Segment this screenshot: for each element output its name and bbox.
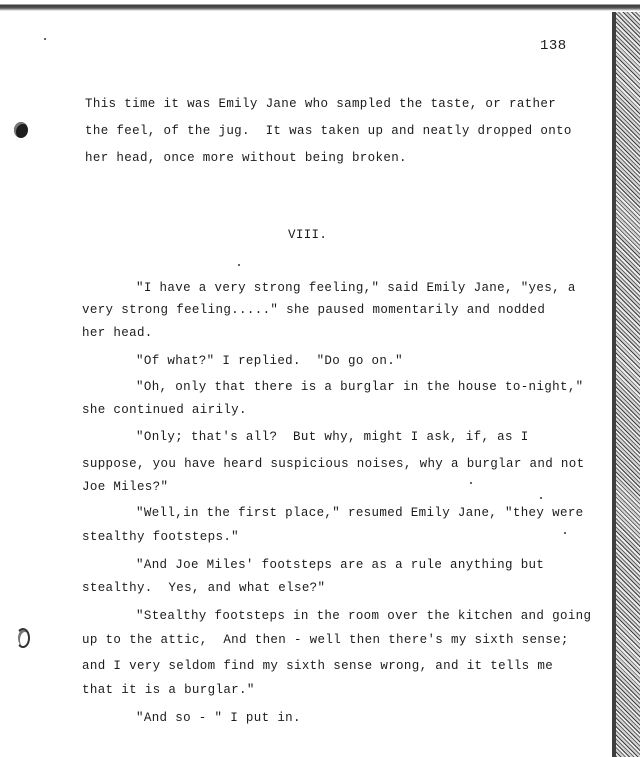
- text-line: stealthy footsteps.": [82, 530, 240, 544]
- scan-speck: [238, 264, 240, 266]
- scan-speck: [470, 482, 472, 484]
- text-line: "Well,in the first place," resumed Emily Jane, "they were: [136, 506, 584, 520]
- text-line: Joe Miles?": [82, 480, 169, 494]
- text-line: "And Joe Miles' footsteps are as a rule anything but: [136, 558, 545, 572]
- section-heading: VIII.: [288, 228, 328, 242]
- text-line: "I have a very strong feeling," said Emily Jane, "yes, a: [136, 281, 576, 295]
- scan-speck: [540, 497, 542, 499]
- text-line: her head.: [82, 326, 153, 340]
- text-line: and I very seldom find my sixth sense wrong, and it tells me: [82, 659, 554, 673]
- text-line: "Stealthy footsteps in the room over the kitchen and going: [136, 609, 592, 623]
- text-line: that it is a burglar.": [82, 683, 255, 697]
- text-line: the feel, of the jug. It was taken up and neatly dropped onto: [85, 124, 572, 138]
- text-line: suppose, you have heard suspicious noises, why a burglar and not: [82, 457, 585, 471]
- text-line: "Of what?" I replied. "Do go on.": [136, 354, 403, 368]
- scan-speck: [564, 532, 566, 534]
- text-line: her head, once more without being broken.: [85, 151, 407, 165]
- text-line: This time it was Emily Jane who sampled the taste, or rather: [85, 97, 557, 111]
- text-line: "Only; that's all? But why, might I ask, if, as I: [136, 430, 529, 444]
- scan-right-edge: [612, 12, 640, 757]
- text-line: "Oh, only that there is a burglar in the house to-night,": [136, 380, 584, 394]
- scan-speck: [44, 38, 46, 40]
- page-number: 138: [540, 38, 567, 54]
- text-line: very strong feeling....." she paused momentarily and nodded: [82, 303, 546, 317]
- text-line: she continued airily.: [82, 403, 247, 417]
- punch-hole-top: [14, 122, 28, 138]
- text-line: stealthy. Yes, and what else?": [82, 581, 326, 595]
- scan-top-edge: [0, 0, 640, 14]
- text-line: "And so - " I put in.: [136, 711, 301, 725]
- text-line: up to the attic, And then - well then there's my sixth sense;: [82, 633, 569, 647]
- punch-hole-bottom: [16, 628, 30, 648]
